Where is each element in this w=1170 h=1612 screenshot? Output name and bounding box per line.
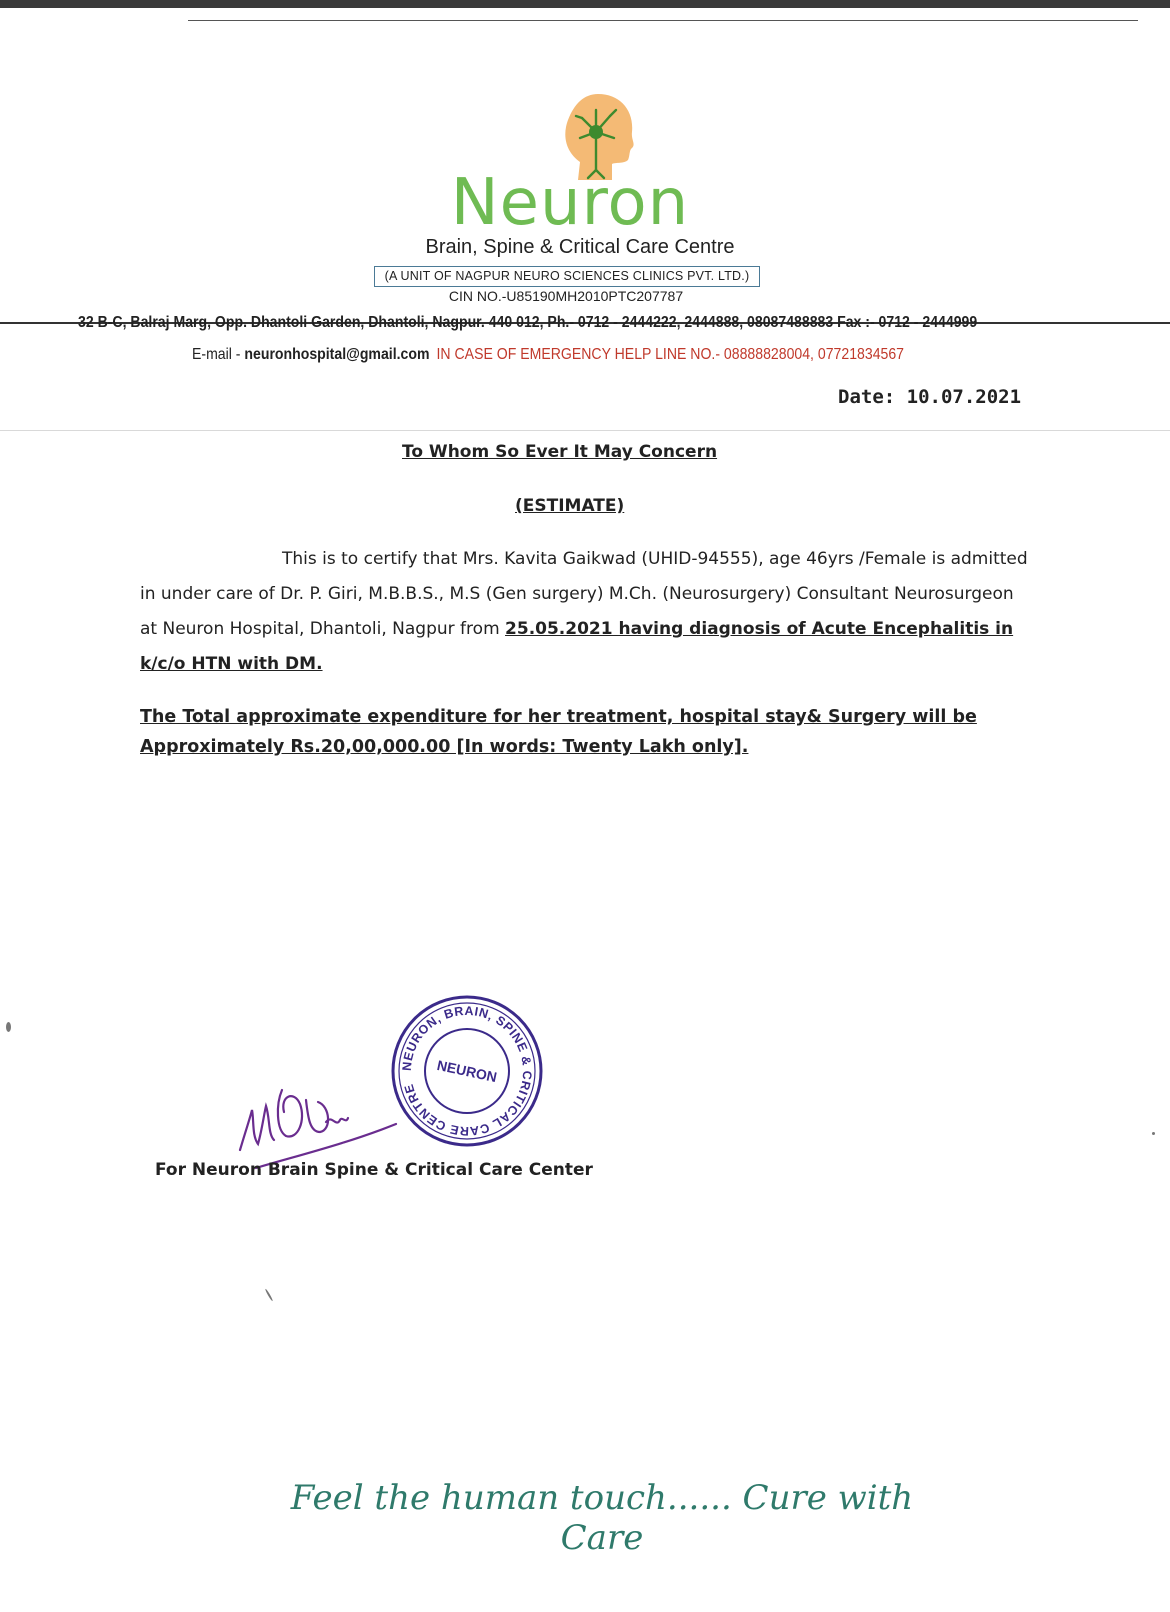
letter-date: Date: 10.07.2021: [838, 386, 1022, 408]
scan-speck: [1152, 1132, 1155, 1135]
hospital-seal: [388, 992, 546, 1150]
cin-number: CIN NO.-U85190MH2010PTC207787: [448, 288, 684, 304]
email-prefix: E-mail -: [192, 346, 245, 363]
email-address: neuronhospital@gmail.com: [244, 346, 430, 363]
letter-subheading: (ESTIMATE): [515, 496, 625, 516]
contact-line: [192, 346, 904, 364]
footer-tagline: Feel the human touch...... Cure with Care: [290, 1478, 914, 1558]
neuron-logo: [420, 92, 720, 242]
estimate-total: The Total approximate expenditure for her treatment, hospital stay& Surgery will be Approximately Rs.20,00,000.00 [In words: Twenty Lakh only].: [140, 707, 977, 757]
address-line: 32 B-C, Balraj Marg, Opp. Dhantoli Garden, Dhantoli, Nagpur. 440 012, Ph.- 0712 - 2444222, 2444888, 08087488883 Fax :- 0712 - 2444999: [78, 314, 978, 331]
scan-speck: [6, 1022, 11, 1032]
seal-ring-text: NEURON, BRAIN, SPINE & CRITICAL CARE CENTRE: [399, 1003, 535, 1139]
scan-top-band: [0, 0, 1170, 8]
paragraph-text: This is to certify that Mrs. Kavita Gaikwad (UHID-94555), age 46yrs /Female is admitted in under care of Dr. P. Giri, M.B.B.S., M.S (Gen surgery) M.Ch. (Neurosurgery) Consultant Neurosurgeon at Neuron Hospital, Dhantoli, Nagpur from: [140, 549, 1028, 639]
letter-heading: To Whom So Ever It May Concern: [402, 442, 718, 462]
paper-edge: [188, 20, 1138, 21]
diagnosis-text: 25.05.2021 having diagnosis of Acute Encephalitis in k/c/o HTN with DM.: [140, 619, 1014, 674]
seal-center-text: NEURON: [435, 1056, 499, 1086]
sign-off: For Neuron Brain Spine & Critical Care Center: [155, 1160, 593, 1180]
fold-line: [0, 430, 1170, 431]
centre-tagline: Brain, Spine & Critical Care Centre: [425, 236, 735, 258]
emergency-helpline: IN CASE OF EMERGENCY HELP LINE NO.- 08888828004, 07721834567: [436, 346, 905, 363]
scan-speck: [265, 1288, 274, 1301]
brand-wordmark: Neuron: [450, 166, 690, 240]
unit-line: (A UNIT OF NAGPUR NEURO SCIENCES CLINICS PVT. LTD.): [374, 266, 760, 287]
certificate-paragraph: [140, 542, 1030, 682]
